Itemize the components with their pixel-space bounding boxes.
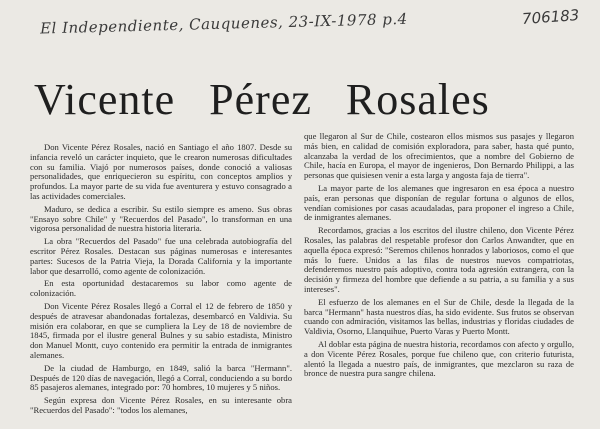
paragraph: Maduro, se dedica a escribir. Su estilo siempre es ameno. Sus obras "Ensayo sobre Chile" y "Recuerdos del Pasado", lo transforman en una vigorosa personalidad de nuestra historia literaria. [30,203,292,234]
handwritten-source-note: El Independiente, Cauquenes, 23-IX-1978 p.4 [39,9,408,38]
paragraph: En esta oportunidad destacaremos su labor como agente de colonización. [30,278,292,299]
paragraph: La obra "Recuerdos del Pasado" fue una celebrada autobiografía del escritor Pérez Rosales. Destacan sus páginas numerosas e interesantes partes: Sucesos de la Patria Vieja, la Dorada California y la importante labor que desarrolló, como agente de colonización. [30,236,292,276]
paragraph: Don Vicente Pérez Rosales llegó a Corral el 12 de febrero de 1850 y después de atravesar abandonadas fortalezas, desembarcó en Valdivia. Su misión era colaborar, en que se cumpliera la Ley de 18 de noviembre de 1845, firmada por el ilustre general Bulnes y su sabio estadista, Ministro don Manuel Montt, cuyo contenido era permitir la entrada de inmigrantes alemanes. [30,300,292,360]
article-column-right [304,132,574,429]
paragraph: De la ciudad de Hamburgo, en 1849, salió la barca "Hermann". Después de 120 días de navegación, llegó a Corral, conduciendo a su bordo 85 pasajeros alemanes, integrado por: 70 hombres, 10 mujeres y 5 niños. [30,362,292,393]
paragraph: El esfuerzo de los alemanes en el Sur de Chile, desde la llegada de la barca "Hermann" hasta nuestros días, ha sido evidente. Sus frutos se observan cuando con admiración, visitamos las bellas, industrias y floridas ciudades de Valdivia, Osorno, Llanquihue, Puerto Varas y Puerto Montt. [304,296,574,337]
article-headline: Vicente Pérez Rosales [34,75,490,124]
paragraph: Según expresa don Vicente Pérez Rosales, en su interesante obra "Recuerdos del Pasado": "todos los alemanes, [30,395,292,415]
article-column-left [30,143,292,429]
paragraph: Al doblar esta página de nuestra historia, recordamos con afecto y orgullo, a don Vicente Pérez Rosales, porque fue chileno que, con criterio futurista, alentó la llegada a nuestro país, de inmigrantes, que mezclaron su raza de bronce de nuestra pura sangre chilena. [304,338,574,379]
paragraph: que llegaron al Sur de Chile, costearon ellos mismos sus pasajes y llegaron más bien, en calidad de comisión exploradora, para saber, hasta qué punto, alcanzaba la verdad de los ofrecimientos, que a nombre del Gobierno de Chile, hacía en Europa, el mayor de ingenieros, Don Bernardo Philippi, a las personas que quisiesen venir a esta larga y angosta faja de tierra". [304,132,574,181]
paragraph: Recordamos, gracias a los escritos del ilustre chileno, don Vicente Pérez Rosales, las palabras del respetable profesor don Carlos Anwandter, que en aquella época expresó: "Seremos chilenos honrados y laboriosos, como el que más lo fuere. Unidos a las filas de nuestros nuevos compatriotas, defenderemos nuestro país adoptivo, contra toda agresión extrangera, con la decisión y firmeza del hombre que defiende a su patria, a su familia y a sus intereses". [304,225,574,294]
archive-number: 706183 [521,6,580,28]
paragraph: La mayor parte de los alemanes que ingresaron en esa época a nuestro país, eran personas que disponían de regular fortuna o algunos de ellos, vendían comisiones por casas acaudaladas, para proponer el ingreso a Chile, de inmigrantes alemanes. [304,182,574,223]
paragraph: Don Vicente Pérez Rosales, nació en Santiago el año 1807. Desde su infancia reveló un carácter inquieto, que le crearon numerosas dificultades con su familia. Viajó por numerosos países, donde conoció a valiosas personalidades, que enriquecieron su espíritu, con conceptos amplios y profundos. La mayor parte de su vida fue aventurera y estuvo consagrado a las actividades comerciales. [30,143,292,201]
